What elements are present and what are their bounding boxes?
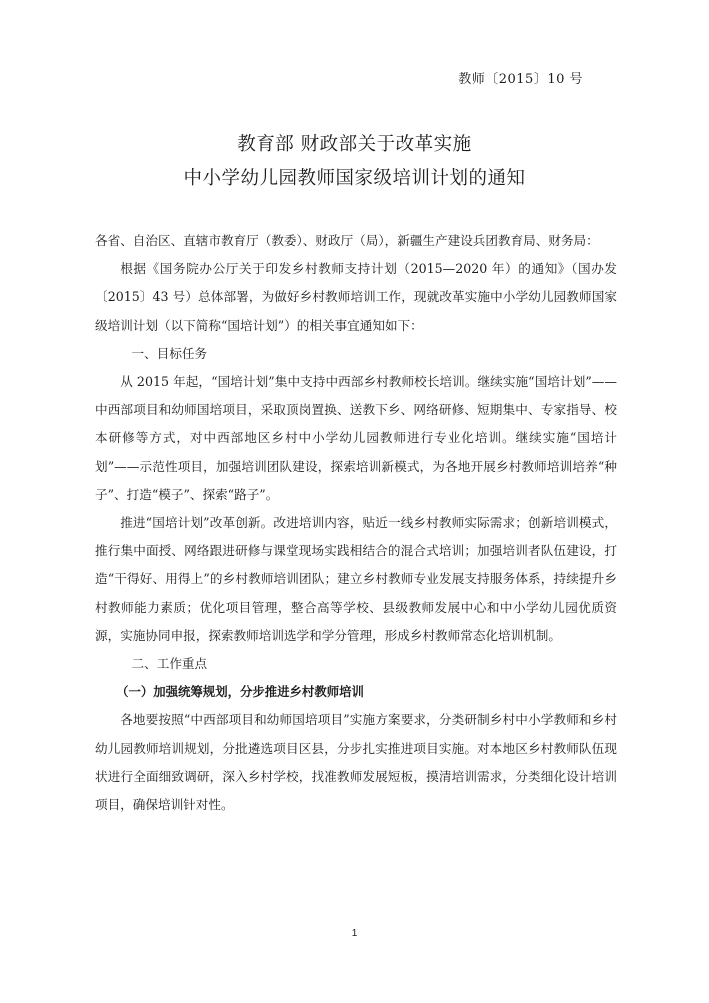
salutation: 各省、自治区、直辖市教育厅（教委）、财政厅（局），新疆生产建设兵团教育局、财务局： — [95, 233, 599, 248]
section-heading-priorities: 二、工作重点 — [131, 656, 208, 672]
subsection-heading-planning: （一）加强统筹规划，分步推进乡村教师培训 — [116, 684, 364, 700]
planning-paragraph: 各地要按照“中西部项目和幼师国培项目”实施方案要求，分类研制乡村中小学教师和乡村幼儿园教师培训规划，分批遴选项目区县，分步扎实推进项目实施。对本地区乡村教师队伍现状进行全面细致调研，深入乡村学校，找准教师发展短板，摸清培训需求，分类细化设计培训项目，确保培训针对性。 — [95, 712, 617, 813]
section-heading-goals: 一、目标任务 — [131, 345, 208, 361]
page-number: 1 — [351, 928, 358, 939]
document-title-line-2: 中小学幼儿园教师国家级培训计划的通知 — [183, 168, 526, 189]
goals-paragraph-2: 推进“国培计划”改革创新。改进培训内容，贴近一线乡村教师实际需求；创新培训模式，推行集中面授、网络跟进研修与课堂现场实践相结合的混合式培训；加强培训者队伍建设，打造“干得好、用得上”的乡村教师培训团队；建立乡村教师专业发展支持服务体系，持续提升乡村教师能力素质；优化项目管理，整合高等学校、县级教师发展中心和中小学幼儿园优质资源，实施协同申报，探索教师培训选学和学分管理，形成乡村教师常态化培训机制。 — [95, 515, 617, 643]
document-body — [95, 227, 617, 819]
intro-paragraph: 根据《国务院办公厅关于印发乡村教师支持计划（2015—2020 年）的通知》（国办发〔2015〕43 号）总体部署，为做好乡村教师培训工作，现就改革实施中小学幼儿园教师国家级培训计划（以下简称“国培计划”）的相关事宜通知如下： — [95, 261, 617, 333]
document-title-line-1: 教育部 财政部关于改革实施 — [237, 134, 472, 155]
goals-paragraph-1: 从 2015 年起，“国培计划”集中支持中西部乡村教师校长培训。继续实施“国培计划”——中西部项目和幼师国培项目，采取顶岗置换、送教下乡、网络研修、短期集中、专家指导、校本研修等方式，对中西部地区乡村中小学幼儿园教师进行专业化培训。继续实施“国培计划”——示范性项目，加强培训团队建设，探索培训新模式，为各地开展乡村教师培训培养“种子”、打造“模子”、探索“路子”。 — [95, 374, 617, 502]
document-number: 教师〔2015〕10 号 — [458, 72, 583, 87]
